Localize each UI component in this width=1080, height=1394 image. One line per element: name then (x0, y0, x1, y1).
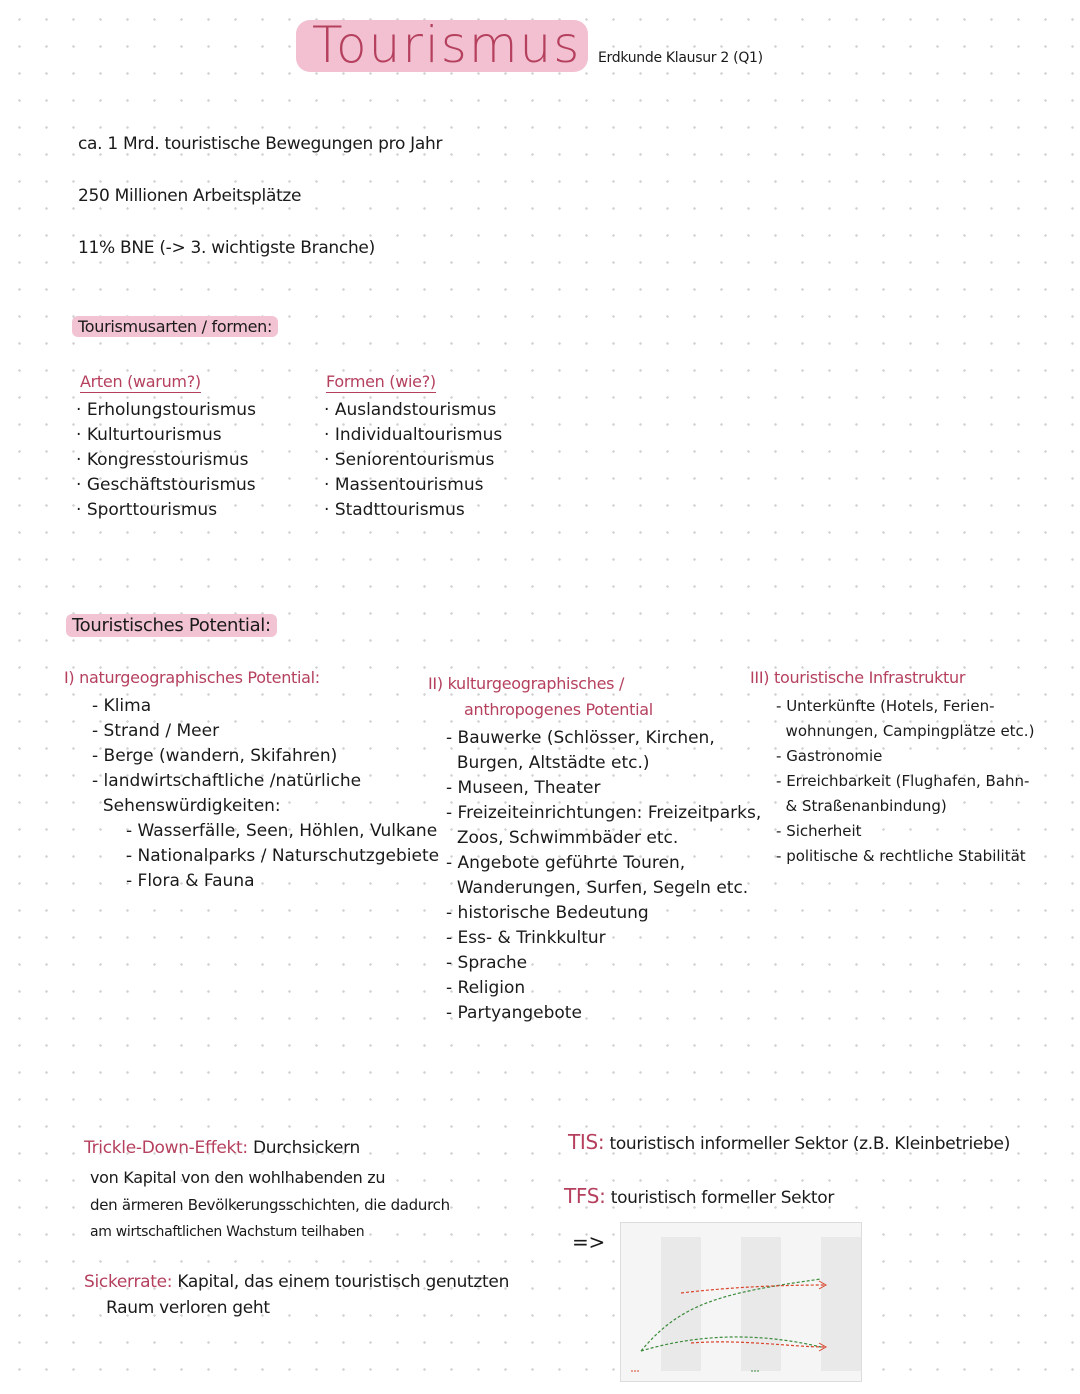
list-item: - politische & rechtliche Stabilität (776, 844, 1034, 869)
kultur-heading: II) kulturgeographisches / (428, 674, 625, 693)
formen-list (324, 398, 502, 523)
natur-heading: I) naturgeographisches Potential: (64, 668, 320, 687)
list-item: · Seniorentourismus (324, 448, 502, 473)
list-item: · Auslandstourismus (324, 398, 502, 423)
list-item: & Straßenanbindung) (785, 797, 947, 815)
list-item: - Berge (wandern, Skifahren) (92, 744, 361, 769)
sickerrate-definition (84, 1272, 509, 1292)
infra-list (776, 694, 1034, 869)
page-title: Tourismus (312, 16, 582, 74)
list-item: - Museen, Theater (446, 776, 761, 801)
fact-3: 11% BNE (-> 3. wichtigste Branche) (78, 238, 375, 258)
trickle-down-text-4: am wirtschaftlichen Wachstum teilhaben (90, 1224, 365, 1240)
trickle-down-term: Trickle-Down-Effekt: (84, 1138, 248, 1158)
natur-list (92, 694, 361, 819)
list-item: - landwirtschaftliche /natürliche (92, 769, 361, 794)
arten-list (76, 398, 256, 523)
list-item: - Strand / Meer (92, 719, 361, 744)
list-item: - historische Bedeutung (446, 901, 761, 926)
trickle-down-definition (84, 1138, 360, 1158)
list-item: Wanderungen, Surfen, Segeln etc. (456, 878, 749, 898)
list-item: - Erreichbarkeit (Flughafen, Bahn- (776, 769, 1034, 794)
section-heading-potential: Touristisches Potential: (66, 614, 277, 637)
sickerrate-text-1: Kapital, das einem touristisch genutzten (177, 1272, 510, 1292)
list-item: - Angebote geführte Touren, (446, 851, 761, 876)
list-item: Sehenswürdigkeiten: (102, 796, 281, 816)
list-item: · Geschäftstourismus (76, 473, 256, 498)
section-heading-arten-formen: Tourismusarten / formen: (72, 316, 278, 337)
list-item: - Ess- & Trinkkultur (446, 926, 761, 951)
trickle-down-text-3: den ärmeren Bevölkerungsschichten, die dadurch (90, 1196, 450, 1214)
list-item: - Partyangebote (446, 1001, 761, 1026)
kultur-list (446, 726, 761, 1026)
implies-arrow: => (572, 1230, 605, 1254)
sickerrate-text-2: Raum verloren geht (106, 1298, 270, 1318)
natur-sublist (126, 819, 439, 894)
list-item: · Massentourismus (324, 473, 502, 498)
list-item: - Nationalparks / Naturschutzgebiete (126, 844, 439, 869)
fact-2: 250 Millionen Arbeitsplätze (78, 186, 302, 206)
page-subtitle: Erdkunde Klausur 2 (Q1) (598, 50, 763, 66)
tfs-text: touristisch formeller Sektor (610, 1188, 835, 1208)
list-item: Zoos, Schwimmbäder etc. (456, 828, 679, 848)
list-item: · Kongresstourismus (76, 448, 256, 473)
list-item: · Sporttourismus (76, 498, 256, 523)
fact-1: ca. 1 Mrd. touristische Bewegungen pro Jahr (78, 134, 443, 154)
list-item: · Erholungstourismus (76, 398, 256, 423)
list-item: - Sicherheit (776, 819, 1034, 844)
tis-text: touristisch informeller Sektor (z.B. Kleinbetriebe) (609, 1134, 1011, 1154)
infra-heading: III) touristische Infrastruktur (750, 668, 966, 687)
tis-term: TIS: (568, 1130, 605, 1154)
sector-diagram-image (620, 1222, 862, 1382)
list-item: · Kulturtourismus (76, 423, 256, 448)
trickle-down-text-1: Durchsickern (252, 1138, 361, 1158)
trickle-down-text-2: von Kapital von den wohlhabenden zu (90, 1168, 386, 1187)
list-item: - Flora & Fauna (126, 869, 439, 894)
tfs-definition (564, 1184, 834, 1208)
formen-heading: Formen (wie?) (326, 372, 436, 391)
list-item: - Freizeiteinrichtungen: Freizeitparks, (446, 801, 761, 826)
list-item: wohnungen, Campingplätze etc.) (785, 722, 1035, 740)
list-item: Burgen, Altstädte etc.) (456, 753, 650, 773)
list-item: · Stadttourismus (324, 498, 502, 523)
list-item: - Bauwerke (Schlösser, Kirchen, (446, 726, 761, 751)
sector-diagram-curves (621, 1223, 861, 1381)
list-item: - Wasserfälle, Seen, Höhlen, Vulkane (126, 819, 439, 844)
kultur-heading-2: anthropogenes Potential (464, 700, 653, 719)
list-item: - Gastronomie (776, 744, 1034, 769)
list-item: - Sprache (446, 951, 761, 976)
sickerrate-term: Sickerrate: (84, 1272, 173, 1292)
tis-definition (568, 1130, 1010, 1154)
list-item: - Religion (446, 976, 761, 1001)
list-item: - Unterkünfte (Hotels, Ferien- (776, 694, 1034, 719)
list-item: - Klima (92, 694, 361, 719)
list-item: · Individualtourismus (324, 423, 502, 448)
tfs-term: TFS: (564, 1184, 606, 1208)
arten-heading: Arten (warum?) (80, 372, 201, 391)
